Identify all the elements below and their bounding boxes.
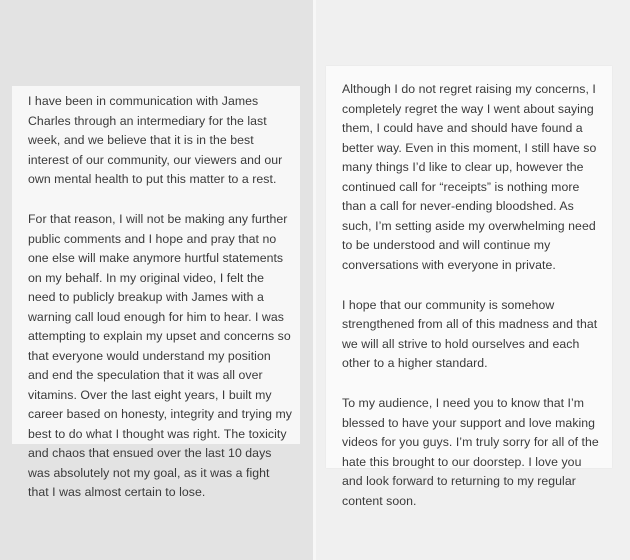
left-statement-card bbox=[12, 86, 300, 499]
right-paragraph-2: I hope that our community is somehow strengthened from all of this madness and that we will all strive to hold ourselves and each other to a higher standard. bbox=[342, 297, 598, 370]
panel-divider bbox=[313, 0, 316, 560]
right-paragraph-3: To my audience, I need you to know that I’m blessed to have your support and love making videos for you guys. I’m truly sorry for all of the hate this brought to our doorstep. I love you and look forward to returning to my regular content soon. bbox=[342, 396, 599, 508]
left-paragraph-1: I have been in communication with James Charles through an intermediary for the last week, and we believe that it is in the best interest of our community, our viewers and our own mental health to put this matter to a rest. bbox=[28, 94, 283, 186]
right-paragraph-1: Although I do not regret raising my concerns, I completely regret the way I went about saying them, I could have and should have found a better way. Even in this moment, I still have so many things I’d like to clear up, however the continued call for “receipts” is nothing more than a call for never-ending bloodshed. As such, I’m setting aside my overwhelming need to be understood and will continue my conversations with everyone in private. bbox=[342, 82, 597, 272]
left-paragraph-2: For that reason, I will not be making any further public comments and I hope and pray that no one else will make anymore hurtful statements on my behalf. In my original video, I felt the need to publicly breakup with James with a warning call loud enough for him to hear. I was attempting to explain my upset and concerns so that everyone would understand my position and end the speculation that it was all over vitamins. Over the last eight years, I built my career based on honesty, integrity and trying my best to do what I thought was right. The toxicity and chaos that ensued over the last 10 days was absolutely not my goal, as it was a fight that I was almost certain to lose. bbox=[28, 212, 292, 499]
right-statement-card bbox=[326, 66, 612, 508]
